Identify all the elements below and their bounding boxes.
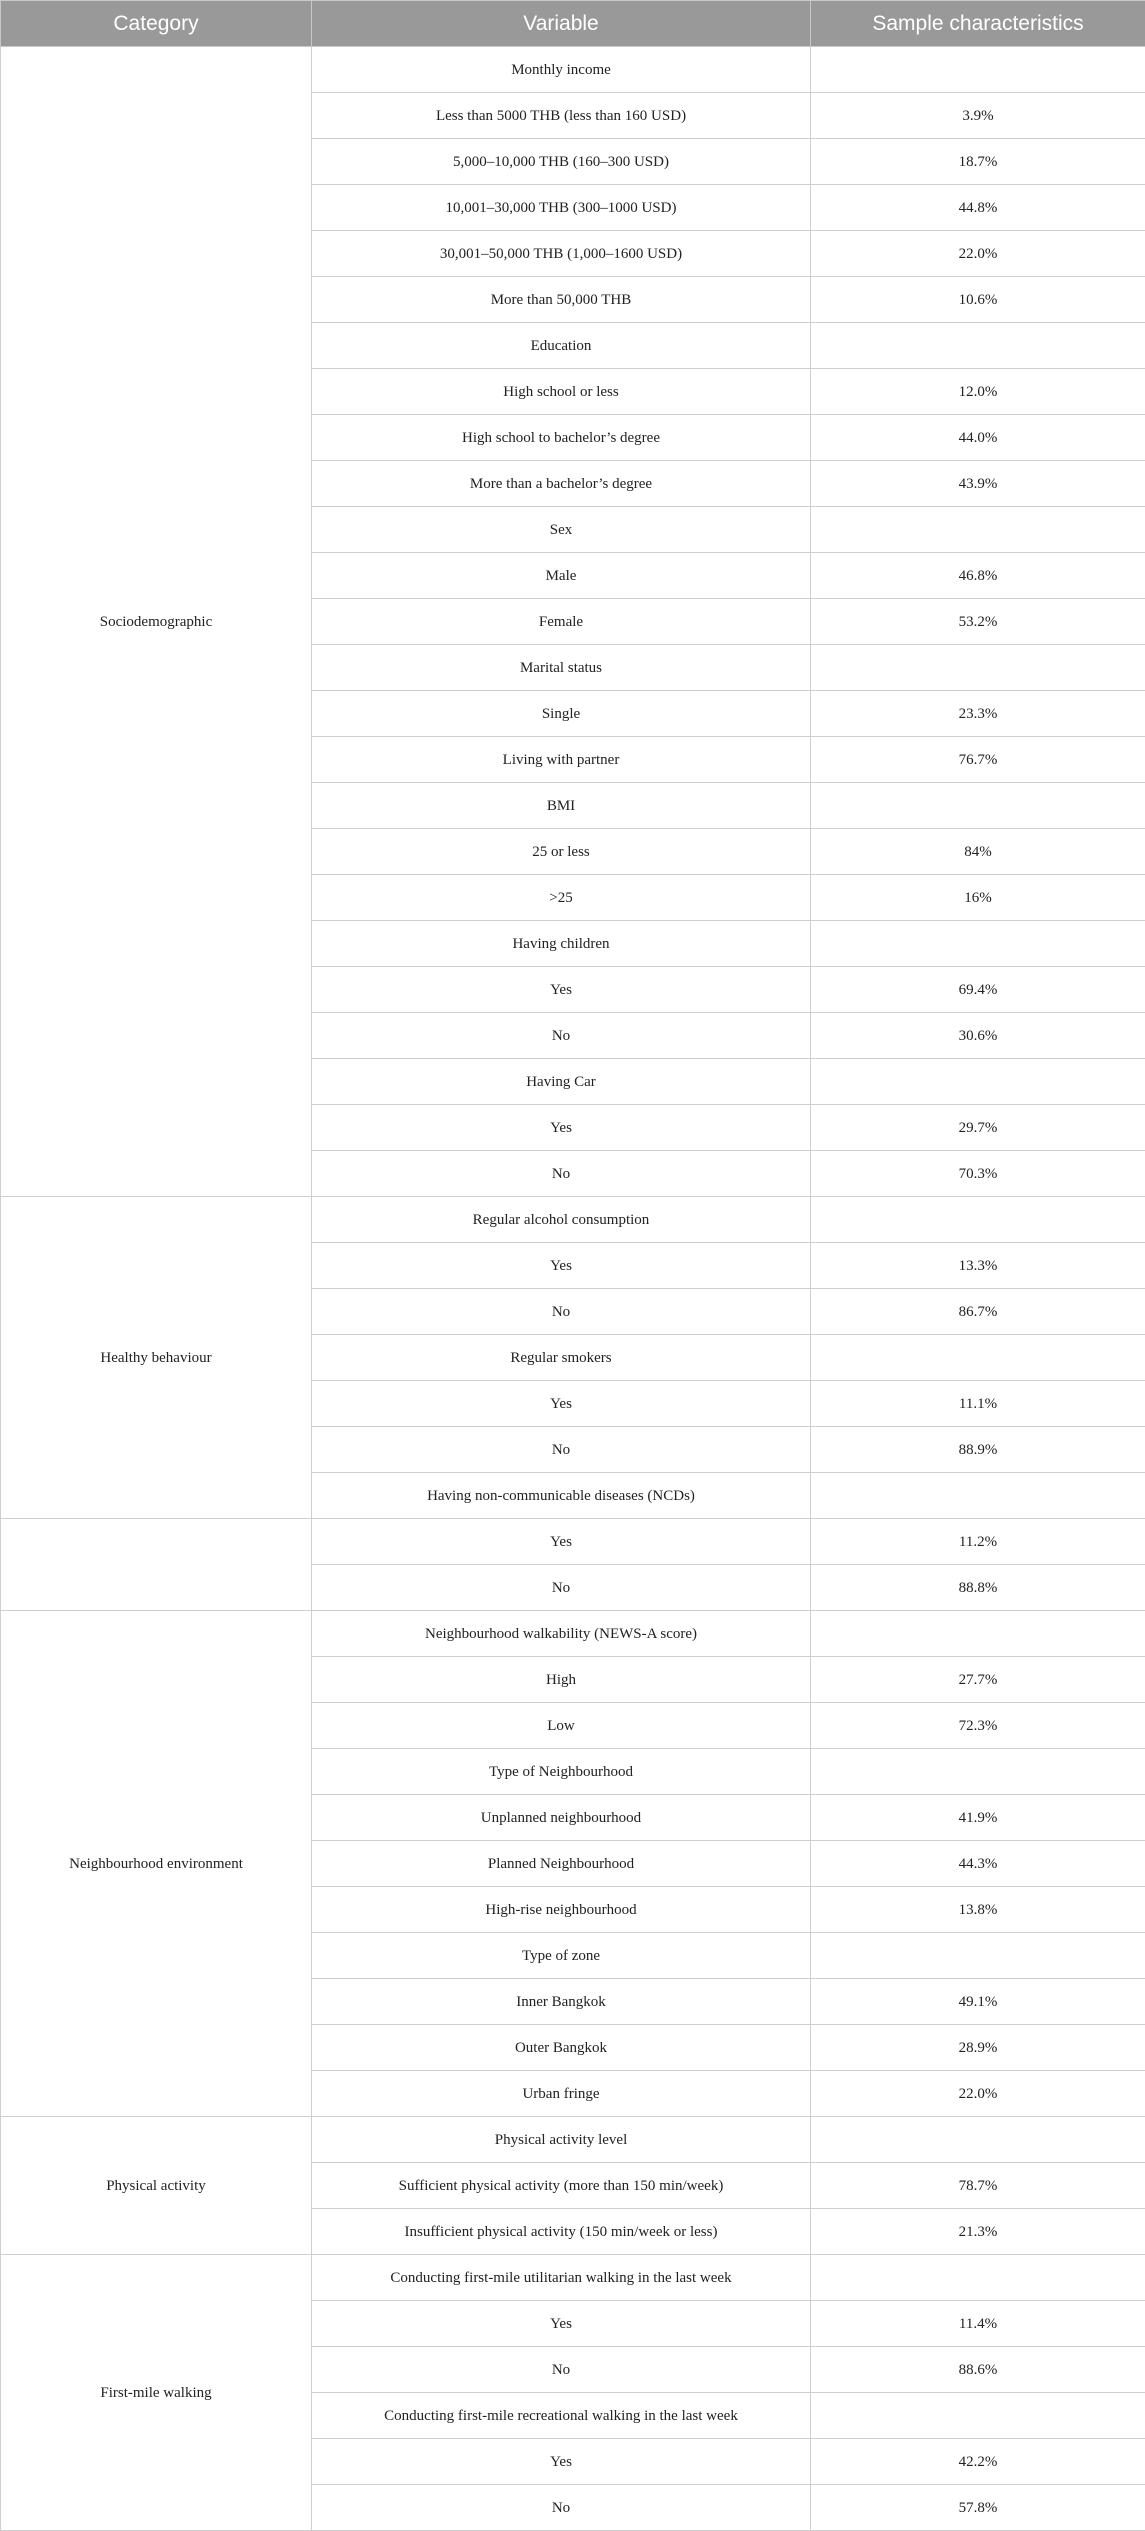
variable-cell: Having non-communicable diseases (NCDs) [312, 1473, 811, 1519]
variable-cell: No [312, 2347, 811, 2393]
variable-cell: Yes [312, 1519, 811, 1565]
variable-cell: Single [312, 691, 811, 737]
category-cell: Neighbourhood environment [1, 1611, 312, 2117]
sample-value-cell: 46.8% [811, 553, 1145, 599]
variable-cell: Female [312, 599, 811, 645]
variable-cell: Less than 5000 THB (less than 160 USD) [312, 93, 811, 139]
sample-value-cell [811, 2393, 1145, 2439]
variable-cell: No [312, 1151, 811, 1197]
table-row [1, 1519, 1145, 1565]
variable-cell: High school to bachelor’s degree [312, 415, 811, 461]
variable-cell: Physical activity level [312, 2117, 811, 2163]
header-row [1, 1, 1145, 47]
variable-cell: High [312, 1657, 811, 1703]
sample-value-cell: 16% [811, 875, 1145, 921]
variable-cell: Yes [312, 1381, 811, 1427]
table-row [1, 1197, 1145, 1243]
table-row [1, 47, 1145, 93]
variable-cell: No [312, 1565, 811, 1611]
variable-cell: More than 50,000 THB [312, 277, 811, 323]
variable-cell: Yes [312, 1243, 811, 1289]
variable-cell: BMI [312, 783, 811, 829]
sample-value-cell: 11.4% [811, 2301, 1145, 2347]
sample-value-cell [811, 1611, 1145, 1657]
sample-value-cell [811, 47, 1145, 93]
category-cell: Sociodemographic [1, 47, 312, 1197]
sample-value-cell: 13.8% [811, 1887, 1145, 1933]
variable-cell: 5,000–10,000 THB (160–300 USD) [312, 139, 811, 185]
sample-value-cell [811, 507, 1145, 553]
variable-cell: Sex [312, 507, 811, 553]
category-cell: First-mile walking [1, 2255, 312, 2531]
variable-cell: Low [312, 1703, 811, 1749]
variable-cell: Urban fringe [312, 2071, 811, 2117]
variable-cell: Inner Bangkok [312, 1979, 811, 2025]
sample-value-cell [811, 1749, 1145, 1795]
sample-value-cell: 69.4% [811, 967, 1145, 1013]
sample-value-cell [811, 1335, 1145, 1381]
sample-value-cell: 12.0% [811, 369, 1145, 415]
variable-cell: Yes [312, 2301, 811, 2347]
variable-cell: >25 [312, 875, 811, 921]
sample-value-cell [811, 1933, 1145, 1979]
variable-cell: Monthly income [312, 47, 811, 93]
table-row [1, 2117, 1145, 2163]
variable-cell: More than a bachelor’s degree [312, 461, 811, 507]
variable-cell: No [312, 1013, 811, 1059]
variable-cell: Yes [312, 2439, 811, 2485]
sample-value-cell: 42.2% [811, 2439, 1145, 2485]
sample-value-cell [811, 645, 1145, 691]
sample-value-cell: 28.9% [811, 2025, 1145, 2071]
variable-cell: Type of zone [312, 1933, 811, 1979]
variable-cell: 25 or less [312, 829, 811, 875]
sample-value-cell [811, 323, 1145, 369]
category-cell: Healthy behaviour [1, 1197, 312, 1519]
sample-value-cell: 57.8% [811, 2485, 1145, 2531]
sample-value-cell: 84% [811, 829, 1145, 875]
sample-value-cell [811, 1473, 1145, 1519]
variable-cell: Yes [312, 1105, 811, 1151]
sample-value-cell: 88.9% [811, 1427, 1145, 1473]
variable-cell: Yes [312, 967, 811, 1013]
category-cell [1, 1519, 312, 1611]
sample-value-cell [811, 921, 1145, 967]
variable-cell: No [312, 1427, 811, 1473]
variable-cell: Conducting first-mile recreational walking in the last week [312, 2393, 811, 2439]
sample-value-cell [811, 783, 1145, 829]
variable-cell: High-rise neighbourhood [312, 1887, 811, 1933]
sample-value-cell: 49.1% [811, 1979, 1145, 2025]
sample-value-cell: 44.8% [811, 185, 1145, 231]
variable-cell: Living with partner [312, 737, 811, 783]
sample-value-cell: 13.3% [811, 1243, 1145, 1289]
table-row [1, 2255, 1145, 2301]
sample-value-cell: 23.3% [811, 691, 1145, 737]
variable-cell: Unplanned neighbourhood [312, 1795, 811, 1841]
variable-cell: Conducting first-mile utilitarian walking in the last week [312, 2255, 811, 2301]
variable-cell: Education [312, 323, 811, 369]
sample-value-cell: 11.1% [811, 1381, 1145, 1427]
sample-value-cell: 11.2% [811, 1519, 1145, 1565]
variable-cell: Male [312, 553, 811, 599]
sample-value-cell: 29.7% [811, 1105, 1145, 1151]
sample-value-cell [811, 1197, 1145, 1243]
variable-cell: Having Car [312, 1059, 811, 1105]
sample-value-cell [811, 1059, 1145, 1105]
sample-value-cell: 22.0% [811, 231, 1145, 277]
header-category: Category [1, 1, 312, 47]
variable-cell: Type of Neighbourhood [312, 1749, 811, 1795]
header-sample-characteristics: Sample characteristics [811, 1, 1145, 47]
variable-cell: Insufficient physical activity (150 min/week or less) [312, 2209, 811, 2255]
sample-value-cell: 44.3% [811, 1841, 1145, 1887]
variable-cell: Marital status [312, 645, 811, 691]
sample-value-cell: 22.0% [811, 2071, 1145, 2117]
variable-cell: Planned Neighbourhood [312, 1841, 811, 1887]
sample-value-cell: 70.3% [811, 1151, 1145, 1197]
variable-cell: Neighbourhood walkability (NEWS-A score) [312, 1611, 811, 1657]
sample-value-cell: 3.9% [811, 93, 1145, 139]
table-row [1, 1611, 1145, 1657]
variable-cell: Sufficient physical activity (more than 150 min/week) [312, 2163, 811, 2209]
variable-cell: Regular smokers [312, 1335, 811, 1381]
sample-value-cell [811, 2255, 1145, 2301]
variable-cell: Having children [312, 921, 811, 967]
sample-value-cell: 27.7% [811, 1657, 1145, 1703]
table-body [1, 47, 1145, 2531]
sample-value-cell: 18.7% [811, 139, 1145, 185]
table-header [1, 1, 1145, 47]
sample-value-cell: 30.6% [811, 1013, 1145, 1059]
variable-cell: High school or less [312, 369, 811, 415]
sample-value-cell: 76.7% [811, 737, 1145, 783]
sample-value-cell: 88.8% [811, 1565, 1145, 1611]
sample-value-cell [811, 2117, 1145, 2163]
sample-value-cell: 10.6% [811, 277, 1145, 323]
category-cell: Physical activity [1, 2117, 312, 2255]
variable-cell: Outer Bangkok [312, 2025, 811, 2071]
sample-value-cell: 21.3% [811, 2209, 1145, 2255]
variable-cell: 30,001–50,000 THB (1,000–1600 USD) [312, 231, 811, 277]
sample-value-cell: 86.7% [811, 1289, 1145, 1335]
variable-cell: Regular alcohol consumption [312, 1197, 811, 1243]
sample-value-cell: 88.6% [811, 2347, 1145, 2393]
variable-cell: 10,001–30,000 THB (300–1000 USD) [312, 185, 811, 231]
header-variable: Variable [312, 1, 811, 47]
sample-value-cell: 72.3% [811, 1703, 1145, 1749]
sample-value-cell: 43.9% [811, 461, 1145, 507]
sample-value-cell: 44.0% [811, 415, 1145, 461]
sample-value-cell: 41.9% [811, 1795, 1145, 1841]
sample-value-cell: 78.7% [811, 2163, 1145, 2209]
variable-cell: No [312, 2485, 811, 2531]
sample-value-cell: 53.2% [811, 599, 1145, 645]
variable-cell: No [312, 1289, 811, 1335]
